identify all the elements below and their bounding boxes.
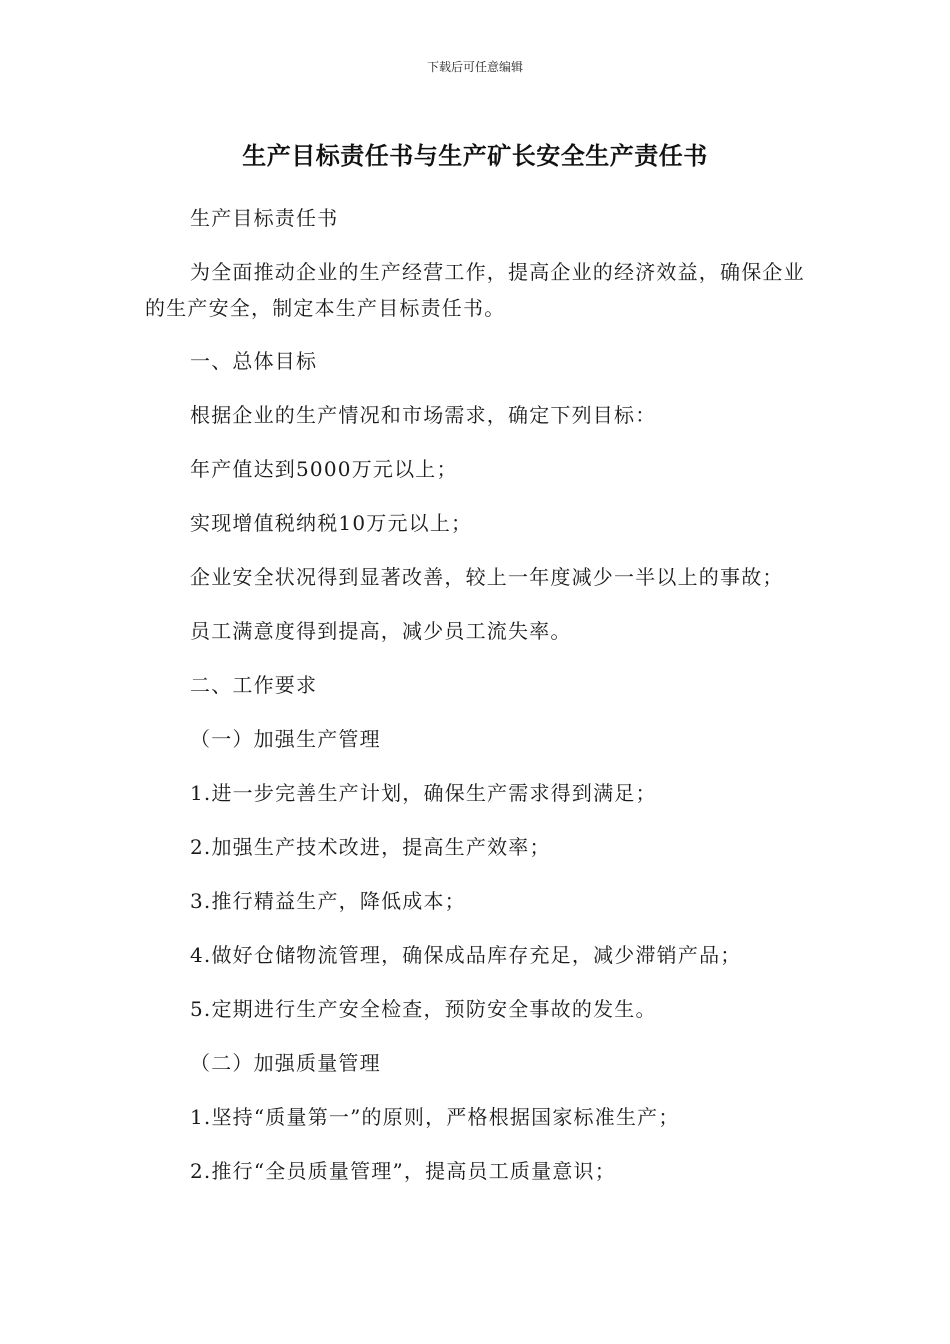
document-body bbox=[145, 200, 810, 1207]
list-item: 2.加强生产技术改进，提高生产效率； bbox=[190, 835, 551, 859]
list-item: 2.推行“全员质量管理”，提高员工质量意识； bbox=[190, 1159, 616, 1183]
list-item: 5.定期进行生产安全检查，预防安全事故的发生。 bbox=[190, 997, 657, 1021]
section-heading: 生产目标责任书 bbox=[190, 206, 339, 230]
document-title: 生产目标责任书与生产矿长安全生产责任书 bbox=[242, 142, 708, 170]
intro-paragraph: 为全面推动企业的生产经营工作，提高企业的经济效益，确保企业的生产安全，制定本生产目标责任书。 bbox=[145, 260, 805, 320]
list-item: 企业安全状况得到显著改善，较上一年度减少一半以上的事故； bbox=[190, 565, 784, 589]
section-heading: 一、总体目标 bbox=[190, 349, 318, 373]
subsection-heading: （二）加强质量管理 bbox=[190, 1051, 381, 1075]
list-item: 实现增值税纳税10万元以上； bbox=[190, 511, 473, 535]
paragraph: 根据企业的生产情况和市场需求，确定下列目标： bbox=[190, 403, 657, 427]
list-item: 3.推行精益生产，降低成本； bbox=[190, 889, 466, 913]
list-item: 员工满意度得到提高，减少员工流失率。 bbox=[190, 619, 572, 643]
list-item: 4.做好仓储物流管理，确保成品库存充足，减少滞销产品； bbox=[190, 943, 742, 967]
list-item: 年产值达到5000万元以上； bbox=[190, 457, 458, 481]
list-item: 1.进一步完善生产计划，确保生产需求得到满足； bbox=[190, 781, 657, 805]
section-heading: 二、工作要求 bbox=[190, 673, 318, 697]
list-item: 1.坚持“质量第一”的原则，严格根据国家标准生产； bbox=[190, 1105, 680, 1129]
download-note: 下载后可任意编辑 bbox=[426, 60, 523, 74]
subsection-heading: （一）加强生产管理 bbox=[190, 727, 381, 751]
